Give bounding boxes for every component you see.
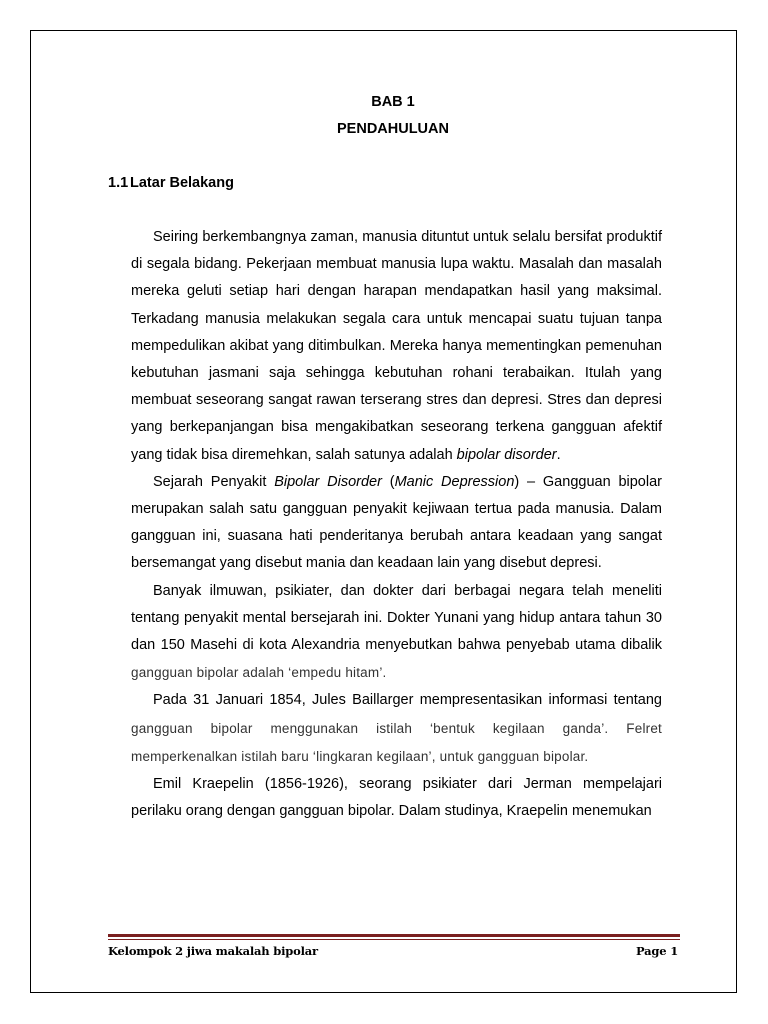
- footer-rule-thick: [108, 934, 680, 937]
- footer-left-text: Kelompok 2 jiwa makalah bipolar: [108, 944, 318, 958]
- paragraph-3: [131, 578, 662, 688]
- paragraph-2-mid: (: [381, 473, 395, 490]
- paragraph-3-light: gangguan bipolar adalah ‘empedu hitam’.: [131, 665, 387, 681]
- paragraph-5-text: Emil Kraepelin (1856-1926), seorang psikiater dari Jerman mempelajari perilaku orang dengan gangguan bipolar. Dalam studinya, Kraepelin menemukan: [131, 776, 662, 820]
- chapter-number: BAB 1: [371, 94, 415, 110]
- section-number: 1.1: [108, 175, 129, 191]
- paragraph-5: [131, 771, 662, 825]
- paragraph-1-italic: bipolar disorder: [456, 446, 557, 463]
- paragraph-2-start: Sejarah Penyakit: [153, 473, 275, 490]
- paragraph-2: [131, 469, 662, 578]
- paragraph-4-text: Pada 31 Januari 1854, Jules Baillarger mempresentasikan informasi tentang: [153, 692, 662, 709]
- chapter-title: PENDAHULUAN: [337, 121, 449, 137]
- paragraph-4: [131, 687, 662, 771]
- paragraph-1-end: .: [556, 446, 561, 463]
- paragraph-2-italic-1: Bipolar Disorder: [274, 473, 382, 490]
- section-heading: [108, 175, 234, 191]
- paragraph-4-light: gangguan bipolar menggunakan istilah ‘bentuk kegilaan ganda’. Felret memperkenalkan istilah baru ‘lingkaran kegilaan’, untuk gangguan bipolar.: [131, 720, 662, 764]
- footer-rule-thin: [108, 939, 680, 940]
- page-number: Page 1: [636, 944, 678, 958]
- document-body: [131, 224, 662, 825]
- paragraph-2-italic-2: Manic Depression: [394, 473, 515, 490]
- paragraph-2-rest: ) – Gangguan bipolar merupakan salah satu gangguan penyakit kejiwaan tertua pada manusia. Dalam gangguan ini, suasana hati penderitanya berubah antara keadaan yang sangat bersemangat yang disebut mania dan keadaan lain yang disebut depresi.: [131, 473, 662, 572]
- paragraph-1: [131, 224, 662, 469]
- paragraph-1-text: Seiring berkembangnya zaman, manusia dituntut untuk selalu bersifat produktif di segala bidang. Pekerjaan membuat manusia lupa waktu. Masalah dan masalah mereka geluti setiap hari dengan harapan mendapatkan hasil yang maksimal. Terkadang manusia melakukan segala cara untuk mencapai suatu tujuan tanpa mempedulikan akibat yang ditimbulkan. Mereka hanya mementingkan pemenuhan kebutuhan jasmani saja sehingga kebutuhan rohani terabaikan. Itulah yang membuat seseorang sangat rawan terserang stres dan depresi. Stres dan depresi yang berkepanjangan bisa mengakibatkan seseorang terkena gangguan afektif yang tidak bisa diremehkan, salah satunya adalah: [131, 229, 662, 463]
- paragraph-3-text: Banyak ilmuwan, psikiater, dan dokter dari berbagai negara telah meneliti tentang penyakit mental bersejarah ini. Dokter Yunani yang hidup antara tahun 30 dan 150 Masehi di kota Alexandria menyebutkan bahwa penyebab utama dibalik: [131, 582, 662, 654]
- section-title: Latar Belakang: [130, 175, 234, 191]
